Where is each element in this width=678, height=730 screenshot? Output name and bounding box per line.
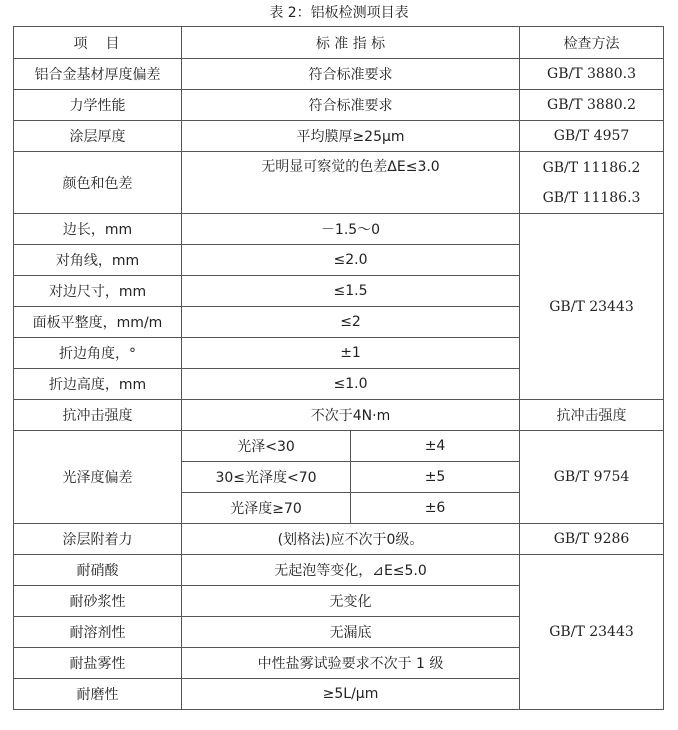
spec-cell: ≤1.0 bbox=[182, 369, 520, 400]
table-caption: 表 2：铝板检测项目表 bbox=[269, 5, 409, 21]
method-cell: GB/T 23443 bbox=[520, 555, 664, 710]
item-cell: 力学性能 bbox=[14, 90, 182, 121]
item-cell: 折边角度，° bbox=[14, 338, 182, 369]
spec-cell: 无明显可察觉的色差ΔE≤3.0 bbox=[182, 152, 520, 214]
method-cell bbox=[520, 152, 664, 214]
spec-cell: ≤2.0 bbox=[182, 245, 520, 276]
header-method: 检查方法 bbox=[520, 27, 664, 59]
table-row bbox=[14, 555, 664, 586]
item-cell: 对角线，mm bbox=[14, 245, 182, 276]
table-row bbox=[14, 121, 664, 152]
method-line: GB/T 11186.2 bbox=[542, 159, 641, 176]
gloss-tolerance-cell: ±6 bbox=[351, 493, 520, 524]
item-cell: 耐硝酸 bbox=[14, 555, 182, 586]
item-cell: 边长，mm bbox=[14, 214, 182, 245]
gloss-tolerance-cell: ±5 bbox=[351, 462, 520, 493]
spec-cell: 符合标准要求 bbox=[182, 90, 520, 121]
spec-cell: 无漏底 bbox=[182, 617, 520, 648]
spec-cell: (划格法)应不次于0级。 bbox=[182, 524, 520, 555]
spec-cell: 中性盐雾试验要求不次于 1 级 bbox=[182, 648, 520, 679]
item-cell: 对边尺寸，mm bbox=[14, 276, 182, 307]
spec-cell: ≤2 bbox=[182, 307, 520, 338]
header-spec: 标 准 指 标 bbox=[182, 27, 520, 59]
table-row bbox=[14, 400, 664, 431]
table-row bbox=[14, 59, 664, 90]
gloss-condition-cell: 光泽<30 bbox=[182, 431, 351, 462]
item-cell: 抗冲击强度 bbox=[14, 400, 182, 431]
spec-cell: 无变化 bbox=[182, 586, 520, 617]
item-cell: 面板平整度，mm/m bbox=[14, 307, 182, 338]
item-cell: 耐盐雾性 bbox=[14, 648, 182, 679]
table-row bbox=[14, 90, 664, 121]
item-cell: 涂层厚度 bbox=[14, 121, 182, 152]
item-cell: 折边高度，mm bbox=[14, 369, 182, 400]
method-cell: GB/T 9754 bbox=[520, 431, 664, 524]
method-cell: GB/T 23443 bbox=[520, 214, 664, 400]
item-cell: 耐砂浆性 bbox=[14, 586, 182, 617]
method-cell: GB/T 4957 bbox=[520, 121, 664, 152]
gloss-condition-cell: 光泽度≥70 bbox=[182, 493, 351, 524]
spec-cell: ≤1.5 bbox=[182, 276, 520, 307]
method-cell: GB/T 3880.2 bbox=[520, 90, 664, 121]
item-cell: 耐磨性 bbox=[14, 679, 182, 710]
table-row bbox=[14, 152, 664, 214]
table-row bbox=[14, 214, 664, 245]
item-cell: 光泽度偏差 bbox=[14, 431, 182, 524]
method-cell: GB/T 9286 bbox=[520, 524, 664, 555]
method-cell: 抗冲击强度 bbox=[520, 400, 664, 431]
item-cell: 涂层附着力 bbox=[14, 524, 182, 555]
table-row bbox=[14, 524, 664, 555]
table-row bbox=[14, 431, 664, 462]
spec-cell: 无起泡等变化，⊿E≤5.0 bbox=[182, 555, 520, 586]
item-cell: 耐溶剂性 bbox=[14, 617, 182, 648]
spec-cell: 符合标准要求 bbox=[182, 59, 520, 90]
item-cell: 颜色和色差 bbox=[14, 152, 182, 214]
spec-cell: ±1 bbox=[182, 338, 520, 369]
gloss-condition-cell: 30≤光泽度<70 bbox=[182, 462, 351, 493]
method-cell: GB/T 3880.3 bbox=[520, 59, 664, 90]
spec-cell: ≥5L/μm bbox=[182, 679, 520, 710]
spec-cell: 不次于4N·m bbox=[182, 400, 520, 431]
header-item: 项 目 bbox=[14, 27, 182, 59]
gloss-tolerance-cell: ±4 bbox=[351, 431, 520, 462]
inspection-table bbox=[13, 26, 664, 710]
spec-cell: 平均膜厚≥25μm bbox=[182, 121, 520, 152]
spec-cell: －1.5～0 bbox=[182, 214, 520, 245]
method-line: GB/T 11186.3 bbox=[542, 189, 641, 206]
item-cell: 铝合金基材厚度偏差 bbox=[14, 59, 182, 90]
